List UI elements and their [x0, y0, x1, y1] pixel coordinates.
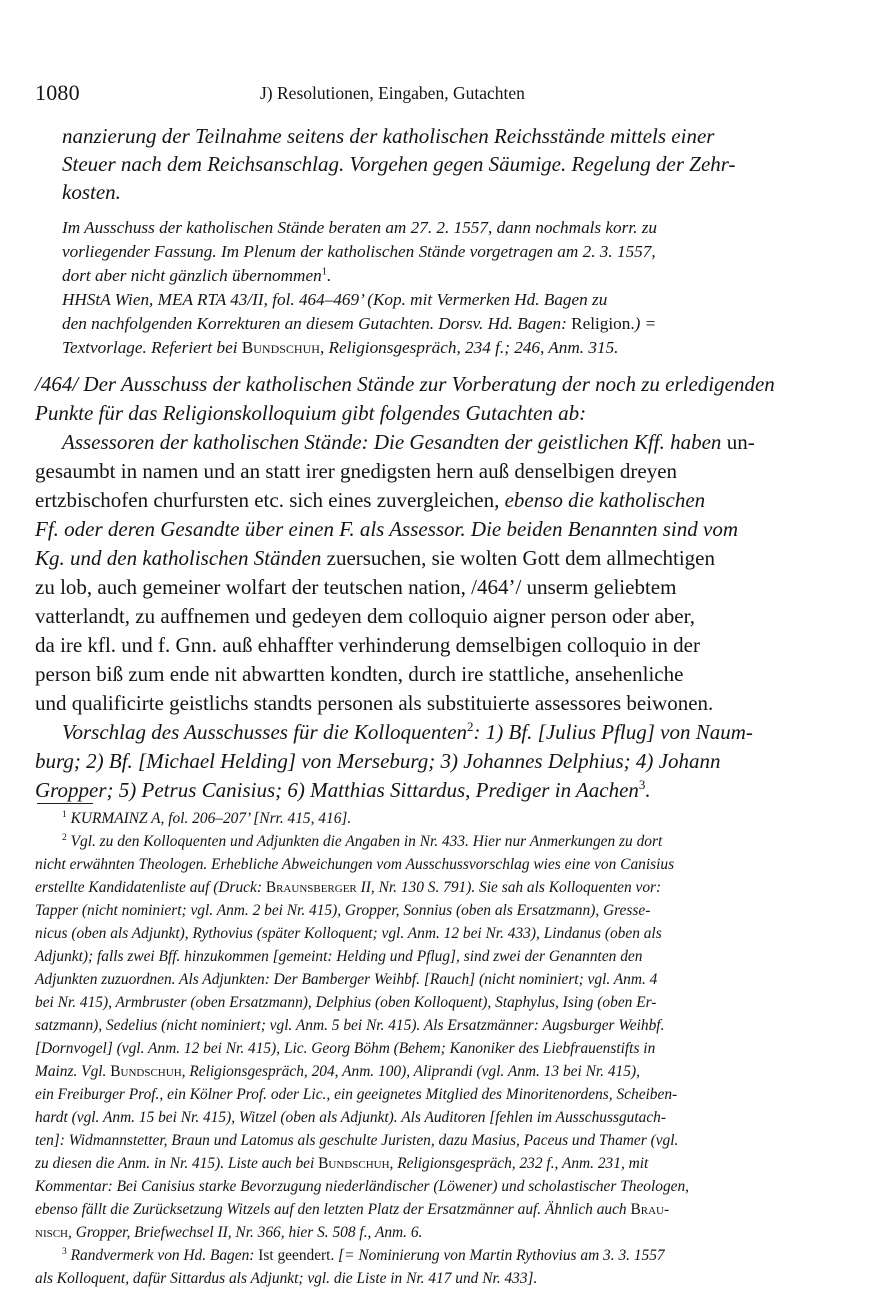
footnote-line: als Kolloquent, dafür Sittardus als Adjunkt; vgl. die Liste in Nr. 417 und Nr. 433].	[35, 1270, 538, 1287]
author-name: Bundschuh	[241, 338, 320, 357]
footnote-line: hardt (vgl. Anm. 15 bei Nr. 415), Witzel (oben als Adjunkt). Als Auditoren [fehlen im Ausschussgutach-	[35, 1109, 666, 1126]
editorial-summary: Vorschlag des Ausschusses für die Kolloquenten	[62, 720, 468, 744]
footnote-text: II, Nr. 130 S. 791). Sie sah als Kolloquenten vor:	[356, 879, 662, 896]
page-number: 1080	[35, 80, 80, 105]
note-text: .	[327, 266, 332, 285]
note-text: , Religionsgespräch, 234 f.; 246, Anm. 315.	[319, 338, 619, 357]
footnote-text: Mainz. Vgl.	[35, 1063, 111, 1080]
footnote-line	[35, 1063, 640, 1081]
footnote-divider	[37, 803, 93, 804]
footnote-ref[interactable]: 3	[638, 777, 646, 792]
body-line: und qualificirte geistlichs standts personen als substituierte assessores beiwonen.	[35, 691, 714, 715]
title-line: nanzierung der Teilnahme seitens der katholischen Reichsstände mittels einer	[62, 124, 715, 148]
footnote-line: Kommentar: Bei Canisius starke Bevorzugung niederländischer (Löwener) und scholastischer Theologen,	[35, 1178, 690, 1195]
footnote-line: bei Nr. 415), Armbruster (oben Ersatzmann), Delphius (oben Kolloquent), Staphylus, Ising (oben Er-	[35, 994, 657, 1011]
footnote-ref[interactable]: 1	[321, 266, 328, 278]
editorial-summary: .	[645, 778, 651, 802]
footnote-line: ein Freiburger Prof., ein Kölner Prof. oder Lic., ein geeignetes Mitglied des Minoritenordens, Scheiben-	[35, 1086, 678, 1103]
body-line: Ff. oder deren Gesandte über einen F. als Assessor. Die beiden Benannten sind vom	[35, 517, 738, 541]
footnote-text: Vgl. zu den Kolloquenten und Adjunkten die Angaben in Nr. 433. Hier nur Anmerkungen zu dort	[66, 833, 663, 850]
footnote-text: [= Nominierung von Martin Rythovius am 3. 3. 1557	[334, 1247, 665, 1264]
footnote-line	[35, 1155, 648, 1173]
editorial-summary: Gropper; 5) Petrus Canisius; 6) Matthias Sittardus, Prediger in Aachen	[35, 778, 639, 802]
author-name: nisch	[35, 1224, 69, 1241]
editorial-summary: ebenso die katholischen	[504, 488, 706, 512]
author-name: Bundschuh	[318, 1155, 390, 1172]
author-name: Brau-	[630, 1201, 670, 1218]
editorial-summary: Assessoren der katholischen Stände: Die Gesandten der geistlichen Kff. haben	[62, 430, 722, 454]
note-line	[62, 338, 618, 358]
quoted-margin-note: Ist geendert.	[258, 1247, 335, 1264]
note-line	[62, 314, 656, 334]
footnote-line: Adjunkten zuzuordnen. Als Adjunkten: Der Bamberger Weihbf. [Rauch] (nicht nominiert; vgl. Anm. 4	[35, 971, 658, 988]
body-line: person biß zum ende nit abwartten kondten, durch ire stattliche, ansehenliche	[35, 662, 684, 686]
source-text: un-	[721, 430, 755, 454]
footnote-text: erstellte Kandidatenliste auf (Druck:	[35, 879, 266, 896]
footnote-line	[35, 1201, 669, 1219]
footnote-text: , Religionsgespräch, 204, Anm. 100), Aliprandi (vgl. Anm. 13 bei Nr. 415),	[181, 1063, 640, 1080]
source-text: zuersuchen, sie wolten Gott dem allmechtigen	[321, 546, 716, 570]
body-line	[62, 720, 753, 745]
body-line: gesaumbt in namen und an statt irer gnedigsten hern auß denselbigen dreyen	[35, 459, 678, 483]
body-line	[35, 546, 715, 571]
footnote-text: Randvermerk von Hd. Bagen:	[66, 1247, 259, 1264]
footnote-ref[interactable]: 2	[467, 719, 474, 734]
note-line: HHStA Wien, MEA RTA 43/II, fol. 464–469’ (Kop. mit Vermerken Hd. Bagen zu	[62, 290, 608, 309]
title-line: kosten.	[62, 180, 121, 204]
body-line	[35, 778, 651, 803]
body-line: burg; 2) Bf. [Michael Helding] von Merseburg; 3) Johannes Delphius; 4) Johann	[35, 749, 721, 773]
footnote-line: ten]: Widmannstetter, Braun und Latomus als geschulte Juristen, dazu Masius, Paceus und Thamer (vgl.	[35, 1132, 679, 1149]
footnote-number: 3	[62, 1245, 67, 1257]
footnote-line	[35, 1224, 422, 1242]
footnote-text: , Religionsgespräch, 232 f., Anm. 231, mit	[389, 1155, 649, 1172]
editorial-summary: Kg. und den katholischen Ständen	[35, 546, 322, 570]
footnote-line: nicht erwähnten Theologen. Erhebliche Abweichungen vom Ausschussvorschlag wies eine von Canisius	[35, 856, 675, 873]
footnote-number: 1	[62, 808, 67, 820]
footnote-line: [Dornvogel] (vgl. Anm. 12 bei Nr. 415), Lic. Georg Böhm (Behem; Kanoniker des Liebfrauenstifts in	[35, 1040, 656, 1057]
body-line: vatterlandt, zu auffnemen und gedeyen dem colloquio aigner person oder aber,	[35, 604, 696, 628]
footnote-text: zu diesen die Anm. in Nr. 415). Liste auch bei	[35, 1155, 319, 1172]
body-line	[35, 488, 705, 513]
footnote-line: satzmann), Sedelius (nicht nominiert; vgl. Anm. 5 bei Nr. 415). Als Ersatzmänner: Augsburger Weihbf.	[35, 1017, 665, 1034]
footnote-text: , Gropper, Briefwechsel II, Nr. 366, hier S. 508 f., Anm. 6.	[68, 1224, 423, 1241]
footnote-line: Adjunkt); falls zwei Bff. hinzukommen [gemeint: Helding und Pflug], sind zwei der Genannten den	[35, 948, 643, 965]
title-line: Steuer nach dem Reichsanschlag. Vorgehen gegen Säumige. Regelung der Zehr-	[62, 152, 736, 176]
footnote-3	[62, 1247, 665, 1265]
note-text: dort aber nicht gänzlich übernommen	[62, 266, 322, 285]
footnote-1	[62, 810, 351, 828]
footnote-text: ebenso fällt die Zurücksetzung Witzels auf den letzten Platz der Ersatzmänner auf. Ähnlich auch	[35, 1201, 631, 1218]
footnote-number: 2	[62, 831, 67, 843]
author-name: Braunsberger	[265, 879, 357, 896]
note-line	[62, 266, 331, 286]
source-text: ertzbischofen churfursten etc. sich eines zuvergleichen,	[35, 488, 505, 512]
note-line: vorliegender Fassung. Im Plenum der katholischen Stände vorgetragen am 2. 3. 1557,	[62, 242, 656, 261]
footnote-line	[35, 879, 661, 897]
footnote-line: nicus (oben als Adjunkt), Rythovius (später Kolloquent; vgl. Anm. 12 bei Nr. 433), Lindanus (oben als	[35, 925, 662, 942]
footnote-2	[62, 833, 662, 851]
note-line: Im Ausschuss der katholischen Stände beraten am 27. 2. 1557, dann nochmals korr. zu	[62, 218, 657, 237]
intro-line: /464/ Der Ausschuss der katholischen Stände zur Vorberatung der noch zu erledigenden	[35, 372, 775, 396]
author-name: Bundschuh	[110, 1063, 182, 1080]
note-text: den nachfolgenden Korrekturen an diesem Gutachten. Dorsv. Hd. Bagen:	[62, 314, 572, 333]
page-header	[35, 80, 785, 106]
note-text: ) =	[634, 314, 657, 333]
editorial-summary: : 1) Bf. [Julius Pflug] von Naum-	[473, 720, 753, 744]
body-line: zu lob, auch gemeiner wolfart der teutschen nation, /464’/ unserm geliebtem	[35, 575, 677, 599]
body-line	[62, 430, 755, 455]
note-text: Textvorlage. Referiert bei	[62, 338, 242, 357]
footnote-text: KURMAINZ A, fol. 206–207’ [Nrr. 415, 416].	[66, 810, 352, 827]
body-line: da ire kfl. und f. Gnn. auß ehhaffter verhinderung demselbigen colloquio in der	[35, 633, 700, 657]
quoted-dorsal-note: Religion.	[571, 314, 635, 333]
intro-line: Punkte für das Religionskolloquium gibt folgendes Gutachten ab:	[35, 401, 587, 425]
footnote-line: Tapper (nicht nominiert; vgl. Anm. 2 bei Nr. 415), Gropper, Sonnius (oben als Ersatzmann), Gresse-	[35, 902, 651, 919]
running-head: J) Resolutionen, Eingaben, Gutachten	[260, 83, 525, 103]
